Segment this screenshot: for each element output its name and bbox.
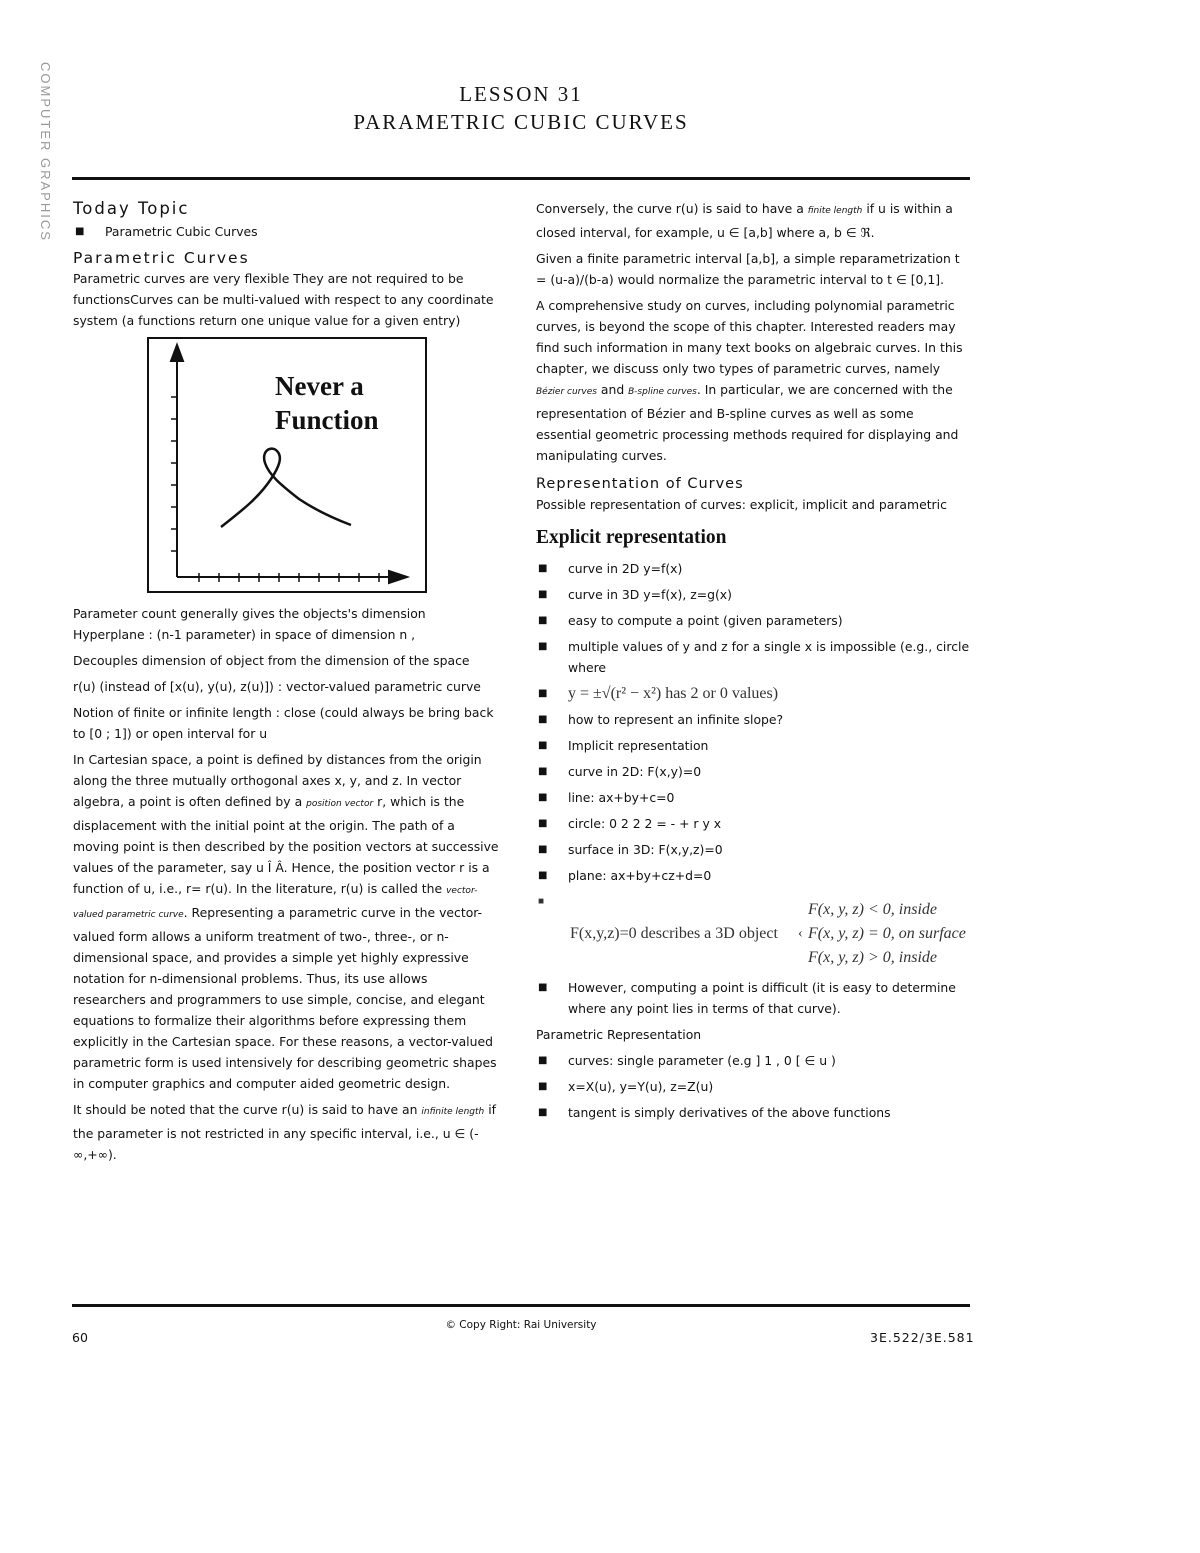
right-column [536,198,970,1128]
bullet-icon: ■ [538,792,548,803]
paragraph: Parametric curves are very flexible They are not required to be functionsCurves can be multi-valued with respect to any coordinate system (a functions return one unique value for a given entry) [73,271,494,328]
paragraph: Parameter count generally gives the objects's dimension [73,606,426,621]
explicit-heading: Explicit representation [536,527,727,548]
bullet-icon: ■ [538,589,548,600]
list-item: ■ plane: ax+by+cz+d=0 [536,865,970,886]
bullet-icon: ■ [538,844,548,855]
paragraph: Hyperplane : (n-1 parameter) in space of dimension n , [73,627,416,642]
bullet-icon: ■ [75,226,85,237]
left-column [73,198,503,1170]
paragraph: Conversely, the curve r(u) is said to have a finite length if u is within a closed interval, for example, u ∈ [a,b] where a, b ∈ ℜ. [536,201,953,240]
paragraph: Possible representation of curves: explicit, implicit and parametric [536,497,947,512]
paragraph: r(u) (instead of [x(u), y(u), z(u)]) : vector-valued parametric curve [73,679,481,694]
never-a-function-figure [147,337,427,593]
paragraph: Given a finite parametric interval [a,b], a simple reparametrization t = (u-a)/(b-a) would normalize the parametric interval to t ∈ [0,1]. [536,251,960,287]
bullet-icon: ■ [538,740,548,751]
list-item: ■ curves: single parameter (e.g ] 1 , 0 [ ∈ u ) [536,1050,970,1071]
course-code: 3E.522/3E.581 [870,1330,975,1345]
list-item: ■ curve in 2D: F(x,y)=0 [536,761,970,782]
paragraph: A comprehensive study on curves, including polynomial parametric curves, is beyond the scope of this chapter. Interested readers may find such information in many text books on algebraic curves. In this chapter, we discuss only two types of parametric curves, namely Bézier curves and B-spline curves. In particular, we are concerned with the representation of Bézier and B-spline curves as well as some essential geometric processing methods required for displaying and manipulating curves. [536,298,963,463]
figure-caption-line2: Function [275,405,379,435]
explicit-list [536,558,970,704]
bullet-icon: ■ [538,714,548,725]
list-item: ■ Implicit representation [536,735,970,756]
list-item: ■ curve in 2D y=f(x) [536,558,970,579]
list-item: ■ circle: 0 2 2 2 = - + r y x [536,813,970,834]
today-list [73,221,503,242]
figure-caption-line1: Never a [275,371,364,401]
list-item: ■ surface in 3D: F(x,y,z)=0 [536,839,970,860]
parametric-list [536,1050,970,1123]
lesson-title [72,80,970,136]
footer-rule [72,1304,970,1307]
x-axis-arrow-icon [389,571,407,583]
lesson-number: LESSON 31 [459,82,583,106]
lesson-subject: PARAMETRIC CUBIC CURVES [353,110,689,134]
copyright: © Copy Right: Rai University [445,1319,597,1331]
bullet-icon: ■ [538,1081,548,1092]
list-item: ■ how to represent an infinite slope? [536,709,970,730]
side-running-label: COMPUTER GRAPHICS [38,62,53,242]
list-item: ■ x=X(u), y=Y(u), z=Z(u) [536,1076,970,1097]
brace-icon: ‹ [798,926,803,941]
list-item: ■ curve in 3D y=f(x), z=g(x) [536,584,970,605]
parametric-representation-heading: Parametric Representation [536,1027,702,1042]
list-item: ■ tangent is simply derivatives of the above functions [536,1102,970,1123]
bullet-icon: ■ [538,818,548,829]
today-heading: Today Topic [73,199,190,218]
equation-implicit-cases: ■ F(x, y, z) < 0, inside F(x,y,z)=0 describes a 3D object ‹ F(x, y, z) = 0, on surface F(x, y, z) > 0, inside [536,891,970,971]
loop-curve [221,449,351,527]
bullet-icon: ■ [538,1107,548,1118]
paragraph: In Cartesian space, a point is defined by distances from the origin along the three mutually orthogonal axes x, y, and z. In vector algebra, a point is often defined by a position vector r, which is the displacement with the initial point at the origin. The path of a moving point is then described by the position vectors at successive values of the parameter, say u Î Â. Hence, the position vector r is a function of u, i.e., r= r(u). In the literature, r(u) is called the vector-valued parametric curve. Representing a parametric curve in the vector-valued form allows a uniform treatment of two-, three-, or n-dimensional space, and provides a simple yet highly expressive notation for n-dimensional problems. Thus, its use allows researchers and programmers to use simple, concise, and elegant equations to formalize their algorithms before expressing them explicitly in the Cartesian space. For these reasons, a vector-valued parametric form is used intensively for describing geometric shapes in computer graphics and computer aided geometric design. [73,752,499,1091]
paragraph: Notion of finite or infinite length : close (could always be bring back to [0 ; 1]) or open interval for u [73,705,494,741]
list-item-equation [536,683,970,704]
representation-heading: Representation of Curves [536,476,744,492]
list-item: ■ multiple values of y and z for a single x is impossible (e.g., circle where [536,636,970,678]
y-axis-arrow-icon [171,345,183,361]
bullet-icon: ■ [538,641,548,652]
bullet-icon: ■ [538,870,548,881]
bullet-icon: ■ [538,563,548,574]
page-number: 60 [72,1330,88,1345]
bullet-icon: ■ [538,896,545,907]
paragraph: It should be noted that the curve r(u) is said to have an infinite length if the parameter is not restricted in any specific interval, i.e., u ∈ (-∞,+∞). [73,1102,496,1162]
list-item: ■ easy to compute a point (given parameters) [536,610,970,631]
header-rule [72,177,970,180]
difficulty-list [536,977,970,1019]
bullet-icon: ■ [538,982,548,993]
bullet-icon: ■ [538,615,548,626]
equation-circle: y = ±√(r² − x²) has 2 or 0 values) [568,685,779,702]
bullet-icon: ■ [538,766,548,777]
implicit-list [536,709,970,886]
parametric-curves-heading: Parametric Curves [73,249,250,267]
list-item: ■ However, computing a point is difficult (it is easy to determine where any point lies in terms of that curve). [536,977,970,1019]
list-item: ■ Parametric Cubic Curves [73,221,503,242]
bullet-icon: ■ [538,688,548,699]
list-item: ■ line: ax+by+c=0 [536,787,970,808]
figure-graphic [149,339,425,591]
paragraph: Decouples dimension of object from the dimension of the space [73,653,470,668]
bullet-icon: ■ [538,1055,548,1066]
